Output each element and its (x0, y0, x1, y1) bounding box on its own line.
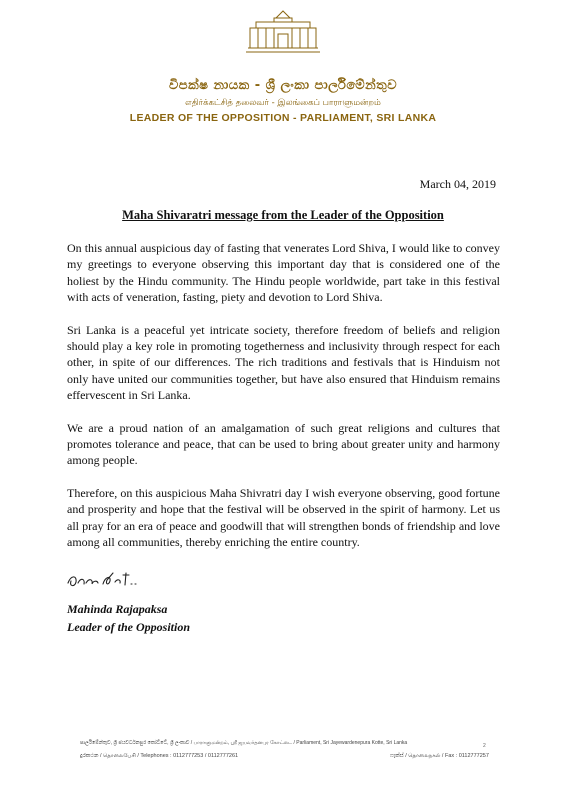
letterhead-sinhala: විපක්ෂ නායක - ශ්‍රී ලංකා පාර්ලිමේන්තුව (168, 78, 398, 93)
footer-fax: ෆැක්ස් / தொலைநகல் / Fax : 0112777257 (390, 753, 489, 759)
body-paragraph: We are a proud nation of an amalgamation of such great religions and cultures that promotes tolerance and peace, that can be used to bring about greater unity and harmony among people. (67, 420, 500, 468)
letter-body (67, 240, 500, 567)
body-paragraph: On this annual auspicious day of fasting that venerates Lord Shiva, I would like to convey my greetings to everyone observing this important day that is considered one of the holiest by the Hindu community. The Hindu people worldwide, part take in this festival with acts of veneration, fasting, piety and devotion to Lord Shiva. (67, 241, 500, 305)
letterhead-tamil: எதிர்க்கட்சித் தலைவர் - இலங்கைப் பாராளுமன்றம் (185, 98, 381, 108)
signer-title: Leader of the Opposition (67, 620, 190, 634)
letter-date: March 04, 2019 (419, 177, 496, 191)
signature-block (67, 600, 190, 636)
body-paragraph: Sri Lanka is a peaceful yet intricate society, therefore freedom of beliefs and religion should play a key role in promoting togetherness and inclusivity through respect for each other, in spite of our differences. The rich traditions and festivals that is Hinduism not only have united our communities together, but have also ensured that Hinduism remains effervescent in Sri Lanka. (67, 322, 500, 403)
footer-telephones: දුරකථන / தொலைபேசி / Telephones : 0112777253 / 0112777261 (80, 753, 239, 759)
letterhead-english: LEADER OF THE OPPOSITION - PARLIAMENT, SRI LANKA (129, 112, 437, 124)
handwritten-signature (65, 567, 141, 591)
signer-name: Mahinda Rajapaksa (67, 602, 168, 616)
footer-page-mark: 2 (483, 743, 486, 749)
footer-address: පාර්ලිමේන්තුව, ශ්‍රී ජයවර්ධනපුර කෝට්ටේ, ශ්‍රී ලංකාව / பாராளுமன்றம், ஸ்ரீ ஜயவர்தனபுர கோட்டை / Parliament, Sri Jayewardenepura Kotte, Sri Lanka (80, 740, 408, 746)
parliament-building-logo (246, 8, 320, 56)
body-paragraph: Therefore, on this auspicious Maha Shivratri day I wish everyone observing, good fortune and prosperity and hope that the festival will be observed in the spirit of harmony. Let us all pray for an era of peace and goodwill that will strengthen bonds of friendship and love among all communities, thereby enriching the entire country. (67, 485, 500, 550)
footer-contacts (80, 753, 500, 760)
letter-subject: Maha Shivaratri message from the Leader of the Opposition (122, 208, 444, 222)
